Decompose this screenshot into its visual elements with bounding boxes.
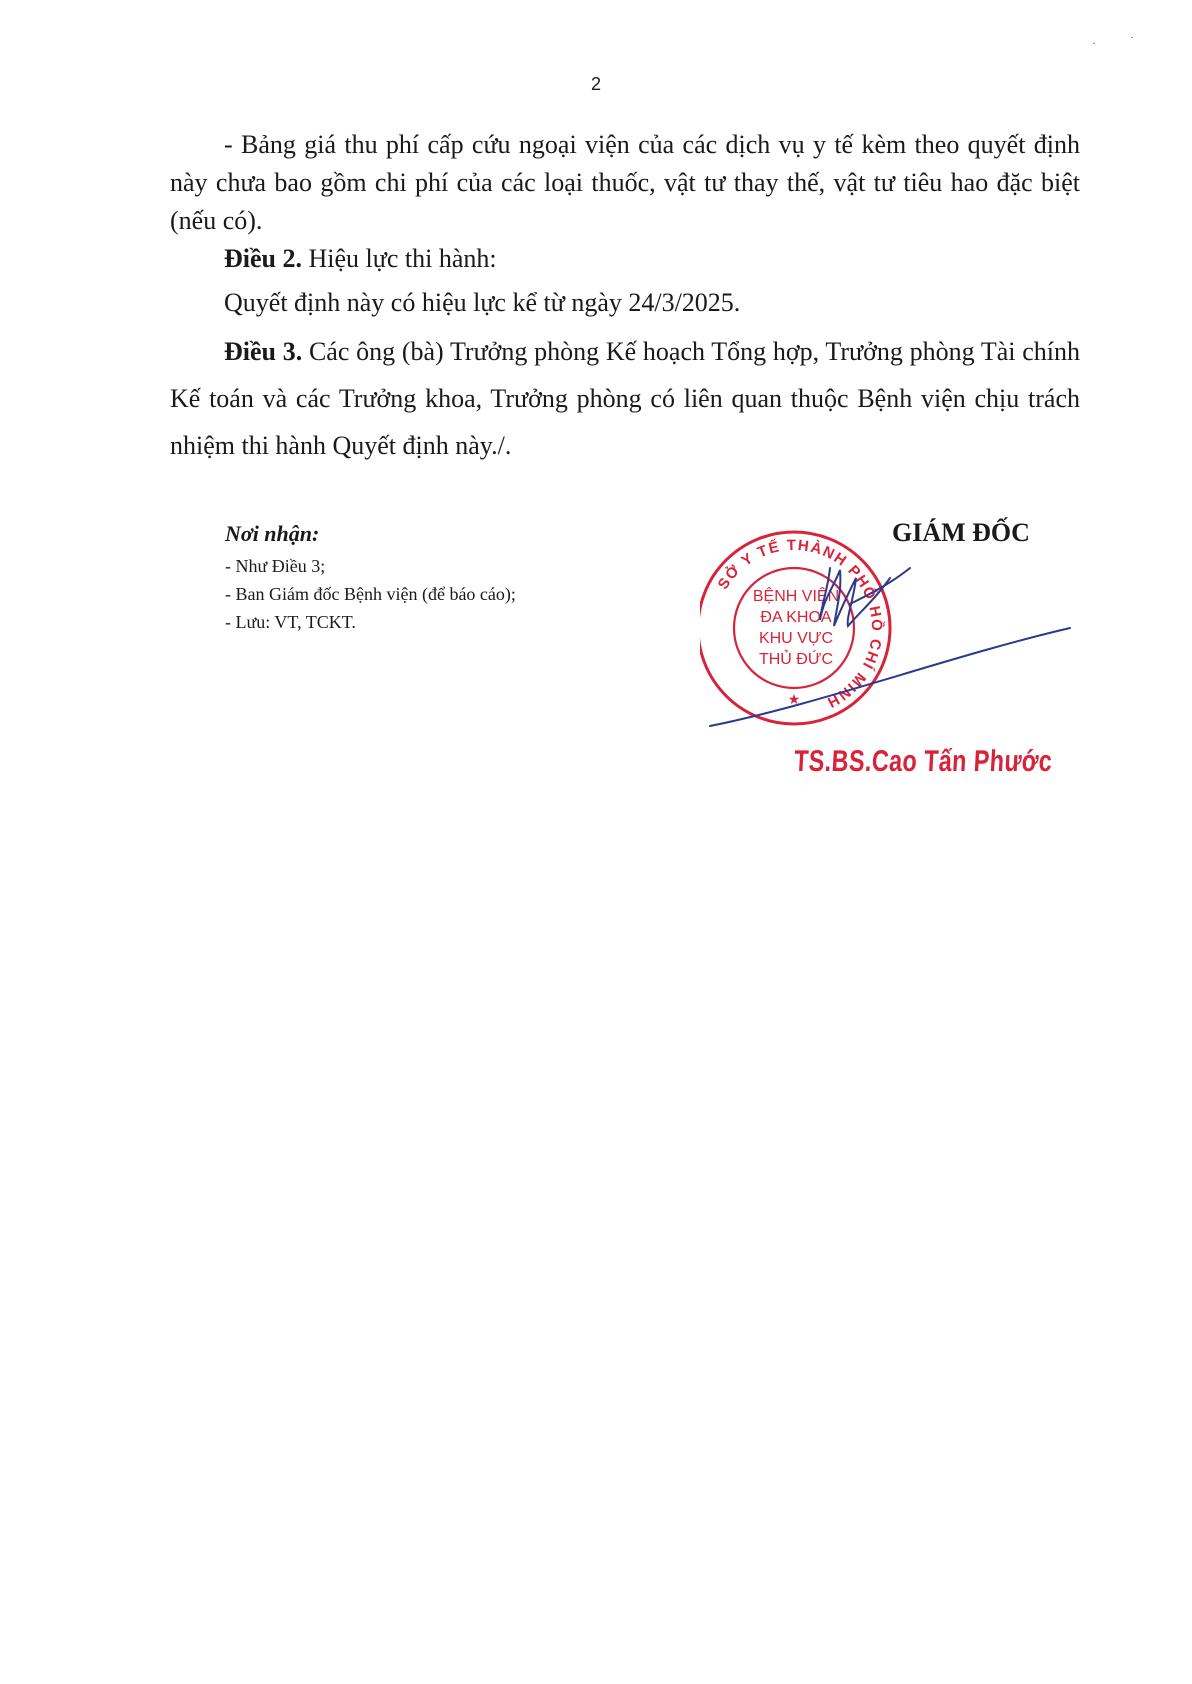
- stamp-line: THỦ ĐỨC: [758, 651, 834, 668]
- recipients-block: [225, 520, 516, 636]
- article-3-paragraph: [170, 328, 1080, 469]
- article-2-title: Hiệu lực thi hành:: [302, 244, 497, 273]
- article-2-label: Điều 2.: [224, 244, 302, 273]
- recipient-item: - Ban Giám đốc Bệnh viện (để báo cáo);: [225, 584, 516, 604]
- scan-speck: ·: [1092, 36, 1096, 50]
- signer-title: GIÁM ĐỐC: [892, 518, 1030, 547]
- article-3-text: Các ông (bà) Trưởng phòng Kế hoạch Tổng hợp, Trưởng phòng Tài chính Kế toán và các Trưởng khoa, Trưởng phòng có liên quan thuộc Bệnh viện chịu trách nhiệm thi hành Quyết định này./.: [170, 337, 1080, 460]
- document-body: [170, 126, 1080, 469]
- recipient-item: - Lưu: VT, TCKT.: [225, 612, 356, 632]
- stamp-ring-textpath: SỞ Y TẾ THÀNH PHỐ HỒ CHÍ MINH: [714, 536, 886, 712]
- article-3-label: Điều 3.: [224, 337, 303, 366]
- article-2-text: Quyết định này có hiệu lực kể từ ngày 24/3/2025.: [224, 288, 741, 317]
- stamp-line: ĐA KHOA: [760, 609, 832, 626]
- page-number: 2: [590, 74, 601, 94]
- bullet-price-note: - Bảng giá thu phí cấp cứu ngoại viện của các dịch vụ y tế kèm theo quyết định này chưa bao gồm chi phí của các loại thuốc, vật tư thay thế, vật tư tiêu hao đặc biệt (nếu có).: [170, 130, 1080, 235]
- recipient-item: - Như Điều 3;: [225, 556, 326, 576]
- stamp-line: BỆNH VIỆN: [752, 588, 840, 605]
- signer-name: TS.BS.Cao Tấn Phước: [793, 745, 1054, 778]
- stamp-star-icon: ★: [787, 691, 801, 707]
- scan-speck: ·: [1130, 30, 1134, 44]
- stamp-line: KHU VỰC: [758, 630, 834, 647]
- article-2-heading: [170, 240, 1080, 278]
- recipients-title: Nơi nhận:: [225, 521, 320, 546]
